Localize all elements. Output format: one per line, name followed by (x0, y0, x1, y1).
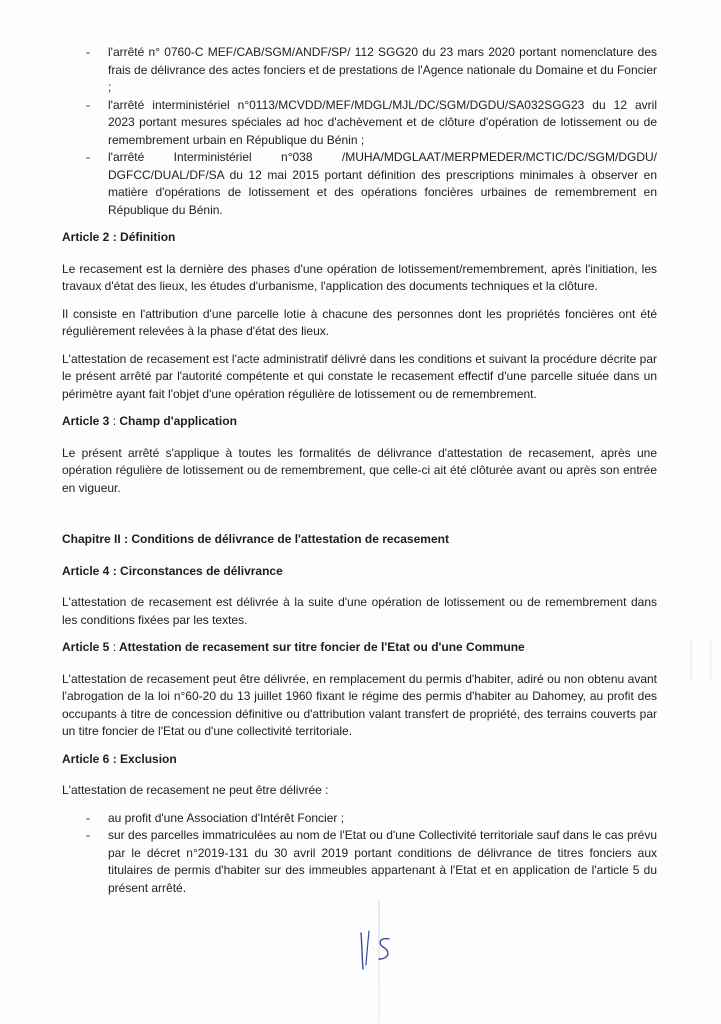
references-list (62, 44, 657, 219)
article-4-paragraph: L'attestation de recasement est délivrée à la suite d'une opération de lotissement ou de remembrement dans les conditions fixées par les textes. (62, 595, 657, 627)
article-6-heading: Article 6 : Exclusion (62, 751, 177, 766)
document-body (62, 44, 657, 897)
exclusion-list (62, 810, 657, 898)
article-3-paragraph: Le présent arrêté s'applique à toutes les formalités de délivrance d'attestation de recasement, après une opération régulière de lotissement ou de remembrement, que celle-ci ait été clôturée avant ou après son entrée en vigueur. (62, 445, 657, 495)
article-3-heading: Article 3 : Champ d'application (62, 414, 237, 428)
scan-artifact (690, 640, 712, 680)
article-5-paragraph: L'attestation de recasement peut être délivrée, en remplacement du permis d'habiter, adiré ou non obtenu avant l'abrogation de la loi n°60-20 du 13 juillet 1960 fixant le régime des permis d'habiter au Dahomey, au profit des occupants à titre de concession définitive ou d'attribution valant transfert de propriété, des terrains couverts par un titre foncier de l'Etat ou d'une collectivité territoriale. (62, 671, 657, 738)
article-2-paragraph: Le recasement est la dernière des phases d'une opération de lotissement/remembrement, après l'initiation, les travaux d'état des lieux, les études d'urbanisme, l'application des documents techniques et la clôture. (62, 261, 657, 293)
list-item: - au profit d'une Association d'Intérêt Foncier ; (62, 810, 657, 828)
article-2-paragraph: Il consiste en l'attribution d'une parcelle lotie à chacune des personnes dont les propriétés foncières ont été régulièrement relevées à la phase d'état des lieux. (62, 306, 657, 338)
article-5-heading: Article 5 : Attestation de recasement sur titre foncier de l'Etat ou d'une Commune (62, 640, 525, 654)
list-item: - l'arrêté Interministériel n°038 /MUHA/MDGLAAT/MERPMEDER/MCTIC/DC/SGM/DGDU/ DGFCC/DUAL/DF/SA du 12 mai 2015 portant définition des prescriptions minimales à observer en matière d'opérations de lotissement et des opérations foncières urbaines de remembrement en République du Bénin. (62, 149, 657, 219)
chapter-2-heading: Chapitre II : Conditions de délivrance de l'attestation de recasement (62, 532, 449, 546)
article-6-paragraph: L'attestation de recasement ne peut être délivrée : (62, 783, 329, 797)
list-item: - l'arrêté n° 0760-C MEF/CAB/SGM/ANDF/SP/ 112 SGG20 du 23 mars 2020 portant nomenclature des frais de délivrance des actes fonciers et de prestations de l'Agence nationale du Domaine et du Foncier ; (62, 44, 657, 97)
list-item: - sur des parcelles immatriculées au nom de l'Etat ou d'une Collectivité territoriale sauf dans le cas prévu par le décret n°2019-131 du 30 avril 2019 portant conditions de délivrance de titres fonciers aux titulaires de permis d'habiter sur des immeubles appartenant à l'Etat et en application de l'article 5 du présent arrêté. (62, 827, 657, 897)
article-2-heading: Article 2 : Définition (62, 230, 176, 244)
handwritten-initials (355, 925, 405, 975)
list-item: - l'arrêté interministériel n°0113/MCVDD/MEF/MDGL/MJL/DC/SGM/DGDU/SA032SGG23 du 12 avril 2023 portant mesures spéciales ad hoc d'achèvement et de clôture d'opération de lotissement ou de remembrement urbain en République du Bénin ; (62, 97, 657, 150)
article-4-heading: Article 4 : Circonstances de délivrance (62, 563, 283, 578)
article-2-paragraph: L'attestation de recasement est l'acte administratif délivré dans les conditions et suivant la procédure décrite par le présent arrêté par l'autorité compétente et qui constate le recasement effectif d'une parcelle située dans un périmètre ayant fait l'objet d'une opération régulière de lotissement ou de remembrement. (62, 351, 657, 401)
